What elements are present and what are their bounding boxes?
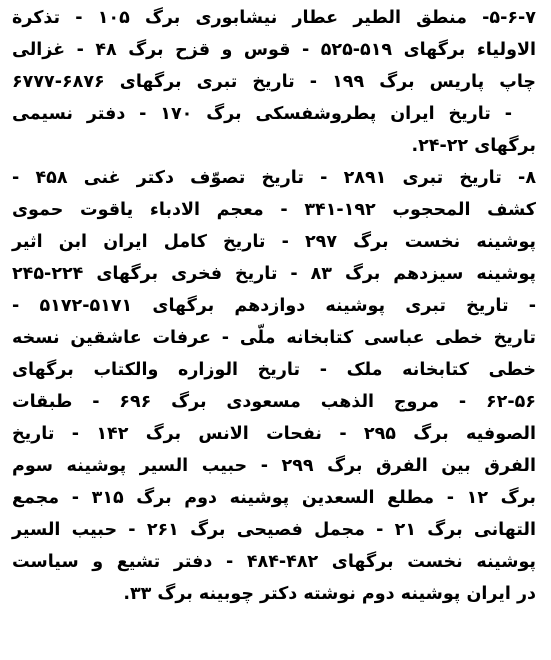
text-line-4: - تاریخ ایران پطروشفسکی برگ ۱۷۰ - دفتر نسیمی [12,104,512,124]
text-line-6: ۸- تاریخ تبری ۲۸۹۱ - تاریخ تصوّف دکتر غنی ۴۵۸ - [12,168,536,188]
text-line-11: تاریخ خطی عباسی کتابخانه ملّی - عرفات عاشقین نسخه [12,328,536,348]
text-line-19: در ایران پوشینه دوم نوشته دکتر چوبینه برگ ۳۳. [123,584,536,604]
text-line-14: الصوفیه برگ ۲۹۵ - نفحات الانس برگ ۱۴۲ - تاریخ [12,424,536,444]
text-line-9: پوشینه سیزدهم برگ ۸۳ - تاریخ فخری برگهای ۲۲۴-۲۴۵ [12,264,536,284]
text-line-5: برگهای ۲۲-۲۴. [411,136,536,156]
text-line-7: کشف المحجوب ۱۹۲-۳۴۱ - معجم الادباء یاقوت حموی [12,200,536,220]
text-line-2: الاولیاء برگهای ۵۱۹-۵۲۵ - قوس و قزح برگ ۴۸ - غزالی [12,40,536,60]
text-line-8: پوشینه نخست برگ ۲۹۷ - تاریخ کامل ایران ابن اثیر [12,232,536,252]
text-line-15: الفرق بین الفرق برگ ۲۹۹ - حبیب السیر پوشینه سوم [12,456,536,476]
text-line-13: ۶۲-۵۶ - مروج الذهب مسعودی برگ ۶۹۶ - طبقات [12,392,536,412]
text-line-1: ۵-۶-۷- منطق الطیر عطار نیشابوری برگ ۱۰۵ - تذکرة [12,8,536,28]
text-line-3: چاپ پاریس برگ ۱۹۹ - تاریخ تبری برگهای ۶۸۷۶-۶۷۷۷ [12,72,537,92]
text-line-10: - تاریخ تبری پوشینه دوازدهم برگهای ۵۱۷۱-۵۱۷۲ - [12,296,537,316]
text-line-18: پوشینه نخست برگهای ۴۸۲-۴۸۴ - دفتر تشیع و سیاست [12,552,536,572]
text-line-16: برگ ۱۲ - مطلع السعدین پوشینه دوم برگ ۳۱۵ - مجمع [12,488,537,508]
text-line-12: خطی کتابخانه ملک - تاریخ الوزاره والکتاب برگهای [12,360,536,380]
text-line-17: التهانی برگ ۲۱ - مجمل فصیحی برگ ۲۶۱ - حبیب السیر [12,520,536,540]
